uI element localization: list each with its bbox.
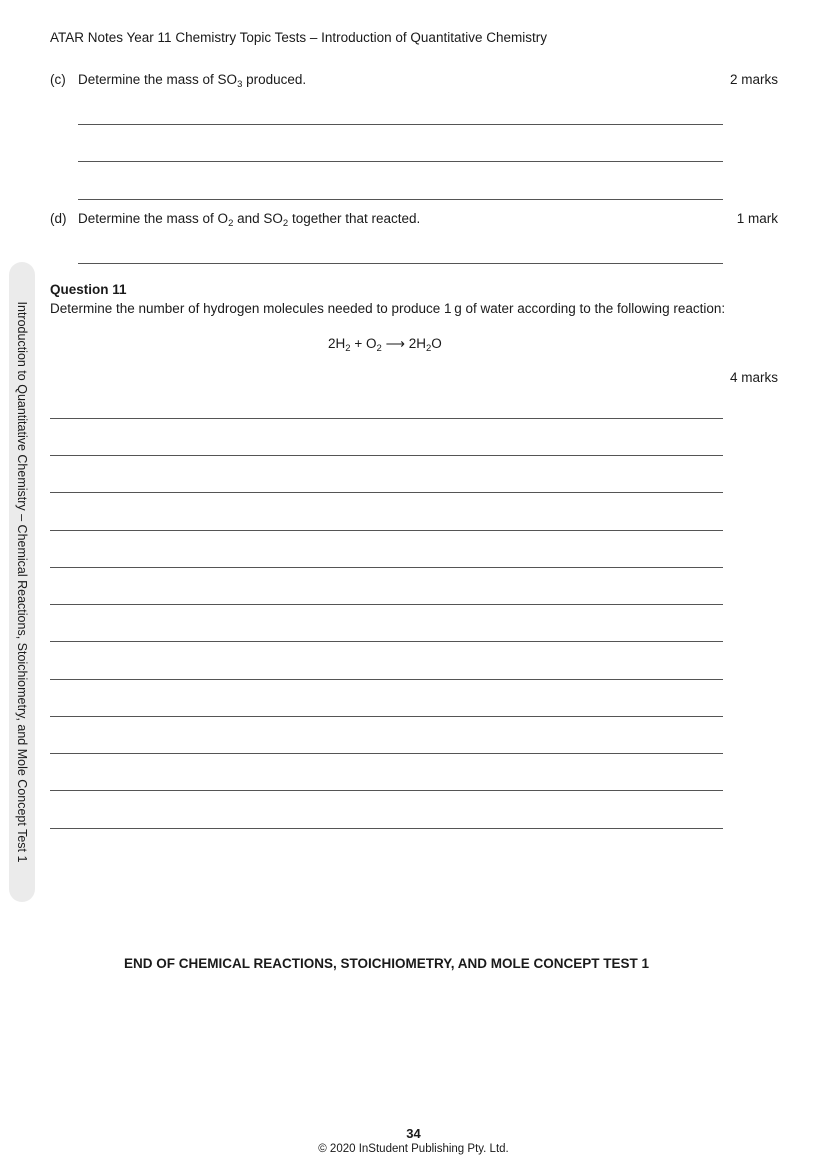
reaction-equation [328, 336, 442, 352]
answer-line[interactable] [50, 604, 723, 605]
question-11-text: Determine the number of hydrogen molecules needed to produce 1 g of water according to the following reaction: [50, 301, 726, 316]
page-number: 34 [406, 1126, 421, 1141]
part-d-subscript-2: 2 [282, 218, 289, 229]
answer-line[interactable] [78, 263, 723, 264]
answer-line[interactable] [78, 161, 723, 162]
answer-line[interactable] [50, 455, 723, 456]
equation-product-1-end: O [431, 336, 442, 351]
equation-reactant-2: O [365, 336, 377, 351]
part-c-letter: (c) [50, 72, 66, 87]
answer-line[interactable] [50, 418, 723, 419]
part-c-subscript: 3 [237, 79, 243, 90]
equation-product-1: 2H [408, 336, 426, 351]
part-c-marks: 2 marks [729, 72, 778, 87]
part-d-text-3: together that reacted. [288, 211, 421, 226]
part-d-marks: 1 mark [736, 211, 778, 226]
answer-line[interactable] [50, 753, 723, 754]
question-11-title: Question 11 [50, 282, 127, 297]
running-header: ATAR Notes Year 11 Chemistry Topic Tests – Introduction of Quantitative Chemistry [50, 30, 547, 45]
part-d-letter: (d) [50, 211, 67, 226]
side-tab-label: Introduction to Quantitative Chemistry – Chemical Reactions, Stoichiometry, and Mole Concept Test 1 [15, 301, 29, 863]
equation-reactant-2-sub: 2 [376, 343, 382, 354]
answer-line[interactable] [50, 790, 723, 791]
answer-line[interactable] [50, 828, 723, 829]
question-11-marks: 4 marks [729, 370, 778, 385]
copyright-notice: © 2020 InStudent Publishing Pty. Ltd. [318, 1143, 509, 1155]
part-c-question [78, 72, 307, 90]
answer-line[interactable] [50, 679, 723, 680]
answer-line[interactable] [50, 641, 723, 642]
equation-arrow-icon: ⟶ [385, 336, 405, 351]
part-c-text-after: produced. [242, 72, 307, 87]
equation-product-1-sub: 2 [425, 343, 432, 354]
equation-plus: + [354, 336, 363, 351]
equation-reactant-1-sub: 2 [345, 343, 351, 354]
answer-line[interactable] [50, 492, 723, 493]
answer-line[interactable] [50, 530, 723, 531]
answer-line[interactable] [50, 716, 723, 717]
end-of-test-text: END OF CHEMICAL REACTIONS, STOICHIOMETRY, AND MOLE CONCEPT TEST 1 [123, 956, 650, 971]
equation-reactant-1: 2H [328, 336, 346, 351]
part-d-text-2: and SO [233, 211, 283, 226]
answer-line[interactable] [50, 567, 723, 568]
part-c-text-before: Determine the mass of SO [78, 72, 238, 87]
part-d-subscript-1: 2 [228, 218, 234, 229]
answer-line[interactable] [78, 124, 723, 125]
part-d-text-1: Determine the mass of O [78, 211, 229, 226]
part-d-question [78, 211, 421, 229]
answer-line[interactable] [78, 199, 723, 200]
side-tab [9, 262, 35, 902]
